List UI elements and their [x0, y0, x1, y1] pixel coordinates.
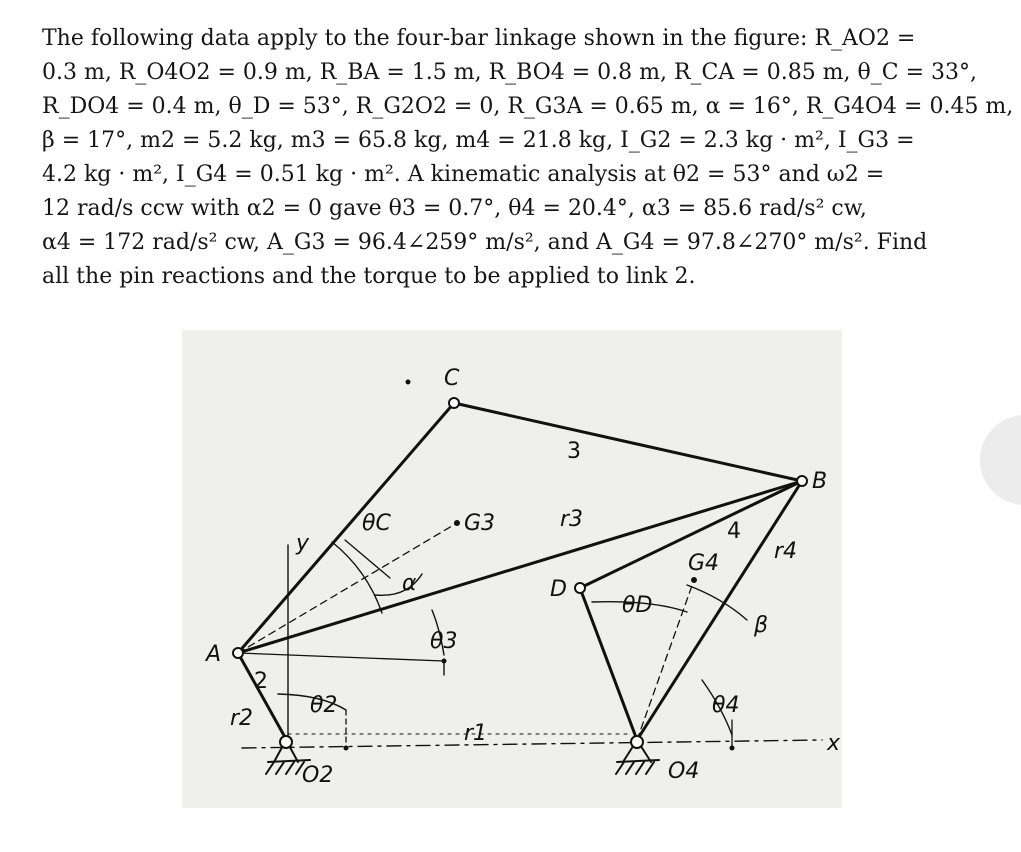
edge-shadow: [980, 415, 1021, 505]
problem-line: R_DO4 = 0.4 m, θ_D = 53°, R_G2O2 = 0, R_G3A = 0.65 m, α = 16°, R_G4O4 = 0.45 m,: [42, 94, 1014, 119]
label-r4: r4: [774, 539, 798, 564]
problem-line: 0.3 m, R_O4O2 = 0.9 m, R_BA = 1.5 m, R_BO4 = 0.8 m, R_CA = 0.85 m, θ_C = 33°,: [42, 60, 978, 85]
label-theta-c: θC: [362, 511, 391, 536]
label-theta-d: θD: [622, 593, 653, 618]
label-a: A: [206, 642, 222, 667]
label-link2: 2: [254, 669, 268, 694]
problem-line: all the pin reactions and the torque to be applied to link 2.: [42, 264, 696, 289]
theta-c-arc: [332, 542, 382, 613]
problem-line: β = 17°, m2 = 5.2 kg, m3 = 65.8 kg, m4 = 21.8 kg, I_G2 = 2.3 kg · m², I_G3 =: [42, 128, 915, 153]
label-d: D: [550, 577, 567, 602]
linkage-figure: [182, 330, 842, 808]
joint-o2: [280, 736, 292, 748]
problem-line: 12 rad/s ccw with α2 = 0 gave θ3 = 0.7°, θ4 = 20.4°, α3 = 85.6 rad/s² cw,: [42, 196, 867, 221]
problem-statement: [42, 22, 1014, 294]
problem-line: 4.2 kg · m², I_G4 = 0.51 kg · m². A kinematic analysis at θ2 = 53° and ω2 =: [42, 162, 885, 187]
label-o2: O2: [302, 763, 334, 788]
theta3-dot: [442, 659, 447, 664]
joint-o4: [631, 736, 643, 748]
joint-c: [449, 398, 459, 408]
joint-a: [233, 648, 243, 658]
x-axis: [242, 740, 822, 748]
label-alpha: α: [402, 571, 417, 596]
label-o4: O4: [668, 759, 700, 784]
joint-b: [797, 476, 807, 486]
label-link3: 3: [567, 439, 581, 464]
linkage-diagram: [182, 330, 842, 808]
label-r1: r1: [464, 721, 488, 746]
theta2-dot: [344, 746, 349, 751]
link3-edge-cb: [454, 403, 802, 481]
theta4-dot: [730, 746, 735, 751]
label-r2: r2: [230, 706, 254, 731]
link3-edge-ac: [238, 403, 454, 653]
label-theta3: θ3: [430, 629, 458, 654]
label-theta2: θ2: [310, 693, 338, 718]
label-theta4: θ4: [712, 693, 740, 718]
theta-c-ref: [345, 540, 390, 578]
joint-d: [575, 583, 585, 593]
label-g3: G3: [464, 511, 496, 536]
label-b: B: [812, 469, 828, 494]
label-r3: r3: [560, 507, 584, 532]
centroid-g3: [454, 520, 460, 526]
label-c: C: [444, 366, 460, 391]
centroid-g4: [691, 577, 697, 583]
label-y: y: [296, 531, 310, 556]
label-x: x: [827, 731, 841, 756]
label-link4: 4: [727, 519, 741, 544]
label-g4: G4: [688, 551, 720, 576]
problem-line: α4 = 172 rad/s² cw, A_G3 = 96.4∠259° m/s², and A_G4 = 97.8∠270° m/s². Find: [42, 230, 928, 255]
label-beta: β: [754, 613, 769, 638]
centroid-dot-c: [406, 380, 411, 385]
problem-line: The following data apply to the four-bar linkage shown in the figure: R_AO2 =: [42, 26, 916, 51]
ref-line-a: [238, 653, 444, 661]
